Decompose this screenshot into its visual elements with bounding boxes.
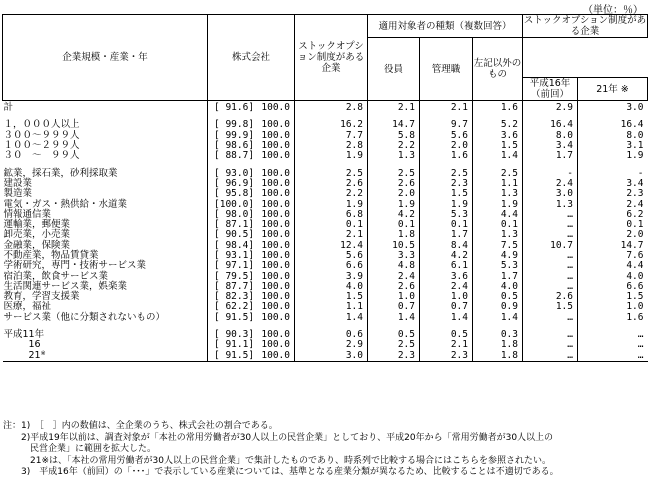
value-cell-has: 2.1 <box>295 230 368 240</box>
company-rate: [ 90.5] <box>214 229 255 241</box>
value-cell-off: 2.1 <box>368 101 420 114</box>
value-cell-mgr: 4.2 <box>420 251 473 261</box>
value-cell-h16: 2.9 <box>523 101 578 114</box>
company-total: 100.0 <box>261 208 290 220</box>
value-cell-has: 2.2 <box>295 189 368 199</box>
value-cell-mgr: 1.5 <box>420 189 473 199</box>
value-cell-has: 2.6 <box>295 179 368 189</box>
value-cell-mgr: 2.3 <box>420 179 473 189</box>
value-cell-oth: 1.8 <box>473 351 523 362</box>
value-cell-off: 1.4 <box>368 313 420 323</box>
spacer-cell <box>578 161 648 168</box>
value-cell-h16: … <box>523 271 578 281</box>
table-row <box>3 168 648 178</box>
value-cell-off: 1.8 <box>368 230 420 240</box>
company-total: 100.0 <box>261 150 290 162</box>
company-rate: [ 96.9] <box>214 177 255 189</box>
value-cell-oth: 7.5 <box>473 241 523 251</box>
company-rate: [ 91.5] <box>214 311 255 323</box>
note-line: 3) 平成16年（前回）の「･･･」で表示している産業については、基準となる産業分類が異なるため、比較することは不適切である。 <box>3 467 559 478</box>
row-label-text: 生活関連サービス業，娯楽業 <box>3 280 128 292</box>
value-cell-h16: … <box>523 313 578 323</box>
company-total: 100.0 <box>261 301 290 313</box>
company-total: 100.0 <box>261 167 290 179</box>
value-cell-has: 16.2 <box>295 120 368 130</box>
company-rate: [ 93.1] <box>214 250 255 261</box>
company-total: 100.0 <box>261 102 290 114</box>
row-label-text: 金融業，保険業 <box>3 239 71 251</box>
value-cell-h16: 3.4 <box>523 141 578 151</box>
table-row <box>3 141 648 151</box>
value-cell-h16: … <box>523 330 578 340</box>
row-label-text: 平成11年 <box>3 329 45 341</box>
value-cell-off: 2.0 <box>368 189 420 199</box>
value-cell-has: 7.7 <box>295 131 368 141</box>
company-cell <box>208 313 295 323</box>
value-cell-h21: 2.0 <box>626 229 644 241</box>
company-total: 100.0 <box>261 280 290 292</box>
company-rate: [ 91.6] <box>214 102 255 114</box>
row-label-text: 鉱業，採石業，砂利採取業 <box>3 167 118 179</box>
value-cell-oth: 5.2 <box>473 120 523 130</box>
value-cell-h21: 4.4 <box>626 260 644 272</box>
value-cell-h16: - <box>523 168 578 178</box>
value-cell-oth: 1.5 <box>473 141 523 151</box>
value-cell-h21: … <box>578 351 648 362</box>
header-h21: 21年 ※ <box>578 78 648 101</box>
stock-option-table <box>2 14 648 362</box>
value-cell-mgr: 1.9 <box>420 199 473 209</box>
header-managers: 管理職 <box>420 38 473 101</box>
value-cell-oth: 1.9 <box>473 199 523 209</box>
value-cell-oth: 2.5 <box>473 168 523 178</box>
value-cell-has: 1.9 <box>295 151 368 161</box>
header-compare-group: ストックオプション制度がある企業 <box>523 15 647 37</box>
value-cell-h21: 1.5 <box>626 291 644 303</box>
value-cell-oth: 1.4 <box>473 313 523 323</box>
value-cell-mgr: 2.1 <box>420 340 473 350</box>
company-cell <box>208 261 295 271</box>
value-cell-oth: 3.6 <box>473 131 523 141</box>
company-rate: [ 82.3] <box>214 291 255 303</box>
row-label-text: 学術研究，専門・技術サービス業 <box>3 260 147 272</box>
value-cell-h16: … <box>523 282 578 292</box>
value-cell-mgr: 3.6 <box>420 271 473 281</box>
table-row <box>3 199 648 209</box>
value-cell-h16: 1.3 <box>523 199 578 209</box>
company-total: 100.0 <box>261 239 290 251</box>
value-cell-off: 2.4 <box>368 271 420 281</box>
table-row <box>3 351 648 362</box>
company-cell <box>208 340 295 350</box>
value-cell-h21: 6.6 <box>626 280 644 292</box>
value-cell-h21: 1.6 <box>626 311 644 323</box>
value-cell-off: 2.2 <box>368 141 420 151</box>
value-cell-off: 4.8 <box>368 261 420 271</box>
company-rate: [ 91.1] <box>214 339 255 351</box>
row-label-text: 計 <box>3 102 14 114</box>
value-cell-has: 2.8 <box>295 101 368 114</box>
value-cell-oth: 1.4 <box>473 151 523 161</box>
value-cell-oth: 1.3 <box>473 189 523 199</box>
row-label-text: 医療，福祉 <box>3 301 52 313</box>
value-cell-has: 3.9 <box>295 271 368 281</box>
value-cell-h21: 1.9 <box>626 150 644 162</box>
row-label-text: 製造業 <box>3 188 33 200</box>
value-cell-h21: … <box>637 329 644 341</box>
value-cell-h21: 3.1 <box>626 140 644 152</box>
value-cell-off: 2.5 <box>368 340 420 350</box>
row-label <box>3 168 208 178</box>
row-label <box>3 101 208 114</box>
company-rate: [100.0] <box>214 198 255 210</box>
value-cell-mgr: 2.3 <box>420 351 473 362</box>
row-label <box>3 179 208 189</box>
company-rate: [ 87.1] <box>214 219 255 231</box>
company-total: 100.0 <box>261 339 290 351</box>
value-cell-h21: … <box>637 339 644 351</box>
company-rate: [ 62.2] <box>214 301 255 313</box>
value-cell-off: 2.5 <box>368 168 420 178</box>
company-total: 100.0 <box>261 329 290 341</box>
table-row <box>3 340 648 350</box>
value-cell-off: 0.1 <box>368 220 420 230</box>
company-rate: [ 79.5] <box>214 270 255 282</box>
header-category: 企業規模・産業・年 <box>3 15 208 101</box>
table-row <box>3 151 648 161</box>
value-cell-off: 1.9 <box>368 199 420 209</box>
value-cell-has: 6.6 <box>295 261 368 271</box>
value-cell-mgr: 1.7 <box>420 230 473 240</box>
header-company: 株式会社 <box>208 15 295 101</box>
value-cell-mgr: 5.3 <box>420 210 473 220</box>
table-row <box>3 220 648 230</box>
row-label-footnote-mark: ※ <box>40 349 46 357</box>
value-cell-oth: 1.1 <box>473 179 523 189</box>
table-body <box>3 101 648 362</box>
row-label-text: サービス業（他に分類されないもの） <box>3 311 166 323</box>
row-label-text: 不動産業，物品賃貸業 <box>3 250 99 261</box>
note-line: 注：1) ［ ］内の数値は、全企業のうち、株式会社の割合である。 <box>3 421 278 431</box>
company-total: 100.0 <box>261 177 290 189</box>
company-total: 100.0 <box>261 291 290 303</box>
value-cell-h16: … <box>523 210 578 220</box>
value-cell-off: 0.5 <box>368 330 420 340</box>
value-cell-mgr: 1.0 <box>420 292 473 302</box>
value-cell-h21: 1.0 <box>626 301 644 313</box>
company-total: 100.0 <box>261 270 290 282</box>
value-cell-has: 2.8 <box>295 141 368 151</box>
value-cell-h21: 7.6 <box>626 250 644 261</box>
value-cell-h16: 16.4 <box>523 120 578 130</box>
value-cell-h21: 2.4 <box>626 198 644 210</box>
table-row <box>3 282 648 292</box>
value-cell-mgr: 0.7 <box>420 302 473 312</box>
value-cell-has: 1.5 <box>295 292 368 302</box>
company-rate: [ 88.7] <box>214 150 255 162</box>
value-cell-oth: 1.8 <box>473 340 523 350</box>
value-cell-oth: 1.7 <box>473 271 523 281</box>
company-total: 100.0 <box>261 119 290 131</box>
value-cell-mgr: 0.1 <box>420 220 473 230</box>
value-cell-h21: 0.1 <box>626 219 644 231</box>
table-row <box>3 330 648 340</box>
row-label-text: 教育，学習支援業 <box>3 291 80 303</box>
row-label-text: 卸売業，小売業 <box>3 229 71 241</box>
value-cell-oth: 5.3 <box>473 261 523 271</box>
value-cell-oth: 0.9 <box>473 302 523 312</box>
company-total: 100.0 <box>261 129 290 141</box>
table-row <box>3 120 648 130</box>
company-cell <box>208 151 295 161</box>
row-label-text: 建設業 <box>3 177 33 189</box>
row-label-text: ３０ ～ ９９人 <box>3 150 80 162</box>
value-cell-h16: 8.0 <box>523 131 578 141</box>
row-label <box>3 151 208 161</box>
value-cell-h21: 16.4 <box>620 119 644 131</box>
company-rate: [ 87.7] <box>214 280 255 292</box>
value-cell-h21: 6.2 <box>626 208 644 220</box>
header-h16: 平成16年（前回） <box>523 78 578 101</box>
company-cell <box>208 101 295 114</box>
value-cell-mgr: 9.7 <box>420 120 473 130</box>
value-cell-h21: 3.0 <box>626 102 644 114</box>
note-line: 21※は、「本社の常用労働者が30人以上の民営企業」で集計したものであり、時系列で比較する場合にはこちらを参照されたい。 <box>3 455 551 466</box>
value-cell-h16: … <box>523 351 578 362</box>
header-officers: 役員 <box>368 38 420 101</box>
value-cell-h21: 2.3 <box>626 188 644 200</box>
value-cell-oth: 1.6 <box>473 101 523 114</box>
value-cell-has: 0.6 <box>295 330 368 340</box>
value-cell-oth: 0.3 <box>473 330 523 340</box>
value-cell-h16: … <box>523 340 578 350</box>
note-line: 民営企業」に範囲を拡大した。 <box>3 444 157 455</box>
row-label <box>3 351 208 362</box>
table-notes <box>3 421 647 479</box>
value-cell-off: 1.3 <box>368 151 420 161</box>
header-others: 左記以外のもの <box>473 38 523 101</box>
value-cell-mgr: 2.4 <box>420 282 473 292</box>
value-cell-has: 1.4 <box>295 313 368 323</box>
company-rate: [ 97.1] <box>214 260 255 272</box>
value-cell-h16: … <box>523 230 578 240</box>
value-cell-oth: 0.5 <box>473 292 523 302</box>
value-cell-h21: 3.4 <box>626 177 644 189</box>
value-cell-mgr: 6.1 <box>420 261 473 271</box>
company-rate: [ 90.3] <box>214 329 255 341</box>
company-total: 100.0 <box>261 140 290 152</box>
value-cell-h16: 10.7 <box>523 241 578 251</box>
value-cell-oth: 4.9 <box>473 251 523 261</box>
company-rate: [ 98.4] <box>214 239 255 251</box>
value-cell-mgr: 8.4 <box>420 241 473 251</box>
table-row <box>3 101 648 114</box>
company-rate: [ 99.9] <box>214 129 255 141</box>
value-cell-off: 4.2 <box>368 210 420 220</box>
table-row <box>3 241 648 251</box>
value-cell-off: 3.3 <box>368 251 420 261</box>
company-total: 100.0 <box>261 250 290 261</box>
company-rate: [ 98.0] <box>214 208 255 220</box>
value-cell-oth: 4.0 <box>473 282 523 292</box>
company-total: 100.0 <box>261 198 290 210</box>
row-label-text: 運輸業，郵便業 <box>3 219 71 231</box>
value-cell-off: 2.6 <box>368 282 420 292</box>
value-cell-has: 2.5 <box>295 168 368 178</box>
value-cell-oth: 4.4 <box>473 210 523 220</box>
value-cell-mgr: 2.0 <box>420 141 473 151</box>
company-total: 100.0 <box>261 219 290 231</box>
row-label-text: 情報通信業 <box>3 208 52 220</box>
value-cell-has: 1.9 <box>295 199 368 209</box>
value-cell-h21: 8.0 <box>626 129 644 141</box>
value-cell-h16: 2.6 <box>523 292 578 302</box>
company-rate: [ 93.0] <box>214 167 255 179</box>
value-cell-has: 3.0 <box>295 351 368 362</box>
value-cell-h16: 3.0 <box>523 189 578 199</box>
value-cell-mgr: 1.4 <box>420 313 473 323</box>
value-cell-mgr: 1.6 <box>420 151 473 161</box>
value-cell-has: 12.4 <box>295 241 368 251</box>
company-total: 100.0 <box>261 260 290 272</box>
value-cell-off: 2.6 <box>368 179 420 189</box>
value-cell-mgr: 0.5 <box>420 330 473 340</box>
table-row <box>3 131 648 141</box>
value-cell-has: 2.9 <box>295 340 368 350</box>
company-total: 100.0 <box>261 349 290 361</box>
value-cell-oth: 1.3 <box>473 230 523 240</box>
row-label-text: ３００～９９９人 <box>3 129 80 141</box>
row-label <box>3 313 208 323</box>
company-rate: [ 91.5] <box>214 349 255 361</box>
value-cell-mgr: 5.6 <box>420 131 473 141</box>
value-cell-h21: - <box>637 167 644 179</box>
company-cell <box>208 189 295 199</box>
value-cell-off: 0.7 <box>368 302 420 312</box>
row-label-text: 宿泊業，飲食サービス業 <box>3 270 109 282</box>
value-cell-h16: 2.4 <box>523 179 578 189</box>
row-label-text: １００～２９９人 <box>3 140 80 152</box>
unit-label: （単位：％） <box>583 5 643 16</box>
value-cell-h16: … <box>523 261 578 271</box>
value-cell-off: 10.5 <box>368 241 420 251</box>
company-total: 100.0 <box>261 311 290 323</box>
company-rate: [ 95.8] <box>214 188 255 200</box>
value-cell-mgr: 2.5 <box>420 168 473 178</box>
value-cell-oth: 0.1 <box>473 220 523 230</box>
table-row <box>3 179 648 189</box>
table-row <box>3 210 648 220</box>
value-cell-h16: 1.5 <box>523 302 578 312</box>
value-cell-h16: … <box>523 251 578 261</box>
value-cell-has: 6.8 <box>295 210 368 220</box>
row-label-text: １，０００人以上 <box>3 119 80 131</box>
value-cell-has: 1.1 <box>295 302 368 312</box>
company-rate: [ 99.8] <box>214 119 255 131</box>
value-cell-h21: 4.0 <box>626 270 644 282</box>
value-cell-h16: … <box>523 220 578 230</box>
value-cell-has: 4.0 <box>295 282 368 292</box>
company-cell <box>208 351 295 362</box>
table-row <box>3 313 648 323</box>
row-label-text: 21 <box>28 349 41 361</box>
value-cell-h16: 1.7 <box>523 151 578 161</box>
table-row <box>3 292 648 302</box>
value-cell-has: 0.1 <box>295 220 368 230</box>
header-types-group: 適用対象者の種類（複数回答） <box>368 15 523 38</box>
value-cell-h21: 14.7 <box>620 239 644 251</box>
value-cell-off: 5.8 <box>368 131 420 141</box>
company-total: 100.0 <box>261 229 290 241</box>
value-cell-mgr: 2.1 <box>420 101 473 114</box>
row-label-text: 電気・ガス・熱供給・水道業 <box>3 198 128 210</box>
note-line: 2)平成19年以前は、調査対象が「本社の常用労働者が30人以上の民営企業」としており、平成20年から「常用労働者が30人以上の <box>3 432 554 443</box>
value-cell-off: 1.0 <box>368 292 420 302</box>
company-total: 100.0 <box>261 188 290 200</box>
value-cell-off: 2.3 <box>368 351 420 362</box>
spacer-row <box>3 323 648 330</box>
row-label-text: 16 <box>28 339 41 351</box>
header-has-system: ストックオプション制度がある企業 <box>295 15 368 101</box>
value-cell-off: 14.7 <box>368 120 420 130</box>
spacer-cell <box>578 323 648 330</box>
value-cell-has: 5.6 <box>295 251 368 261</box>
company-rate: [ 98.6] <box>214 140 255 152</box>
